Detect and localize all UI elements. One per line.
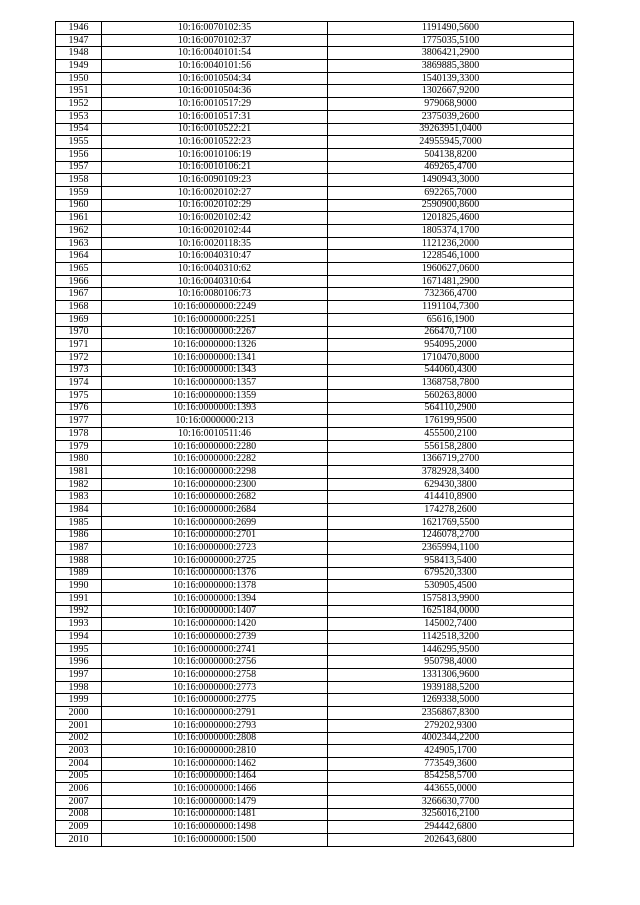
cadastral-number-cell: 10:16:0000000:1394: [102, 592, 328, 605]
cadastral-value-cell: 979068,9000: [328, 98, 574, 111]
cadastral-value-cell: 560263,8000: [328, 389, 574, 402]
cadastral-number-cell: 10:16:0070102:35: [102, 22, 328, 35]
cadastral-number-cell: 10:16:0000000:1462: [102, 757, 328, 770]
cadastral-value-cell: 530905,4500: [328, 580, 574, 593]
table-body: [56, 22, 574, 847]
cadastral-value-cell: 1671481,2900: [328, 275, 574, 288]
cadastral-number-cell: 10:16:0000000:2280: [102, 440, 328, 453]
cadastral-value-cell: 176199,9500: [328, 415, 574, 428]
cadastral-number-cell: 10:16:0000000:1479: [102, 795, 328, 808]
table-row: [56, 643, 574, 656]
table-row: [56, 415, 574, 428]
cadastral-value-cell: 1805374,1700: [328, 225, 574, 238]
table-row: [56, 770, 574, 783]
cadastral-number-cell: 10:16:0020102:44: [102, 225, 328, 238]
cadastral-number-cell: 10:16:0090109:23: [102, 174, 328, 187]
cadastral-number-cell: 10:16:0010106:21: [102, 161, 328, 174]
cadastral-value-cell: 732366,4700: [328, 288, 574, 301]
row-number-cell: 1948: [56, 47, 102, 60]
row-number-cell: 1959: [56, 186, 102, 199]
cadastral-number-cell: 10:16:0040310:64: [102, 275, 328, 288]
table-row: [56, 148, 574, 161]
table-row: [56, 453, 574, 466]
cadastral-number-cell: 10:16:0010517:31: [102, 110, 328, 123]
cadastral-value-cell: 1191490,5600: [328, 22, 574, 35]
row-number-cell: 2007: [56, 795, 102, 808]
table-row: [56, 72, 574, 85]
cadastral-number-cell: 10:16:0040310:47: [102, 250, 328, 263]
cadastral-number-cell: 10:16:0000000:2300: [102, 478, 328, 491]
cadastral-value-cell: 1775035,5100: [328, 34, 574, 47]
table-row: [56, 631, 574, 644]
row-number-cell: 1996: [56, 656, 102, 669]
cadastral-number-cell: 10:16:0040310:62: [102, 263, 328, 276]
cadastral-value-cell: 679520,3300: [328, 567, 574, 580]
cadastral-value-cell: 1368758,7800: [328, 377, 574, 390]
cadastral-value-cell: 692265,7000: [328, 186, 574, 199]
cadastral-number-cell: 10:16:0000000:2756: [102, 656, 328, 669]
cadastral-value-cell: 65616,1900: [328, 313, 574, 326]
cadastral-number-cell: 10:16:0000000:1359: [102, 389, 328, 402]
table-row: [56, 339, 574, 352]
table-row: [56, 745, 574, 758]
table-row: [56, 351, 574, 364]
row-number-cell: 1971: [56, 339, 102, 352]
table-row: [56, 199, 574, 212]
cadastral-number-cell: 10:16:0010511:46: [102, 428, 328, 441]
cadastral-value-cell: 2365994,1100: [328, 542, 574, 555]
cadastral-number-cell: 10:16:0000000:1376: [102, 567, 328, 580]
table-row: [56, 47, 574, 60]
cadastral-number-cell: 10:16:0080106:73: [102, 288, 328, 301]
cadastral-number-cell: 10:16:0000000:1481: [102, 808, 328, 821]
cadastral-number-cell: 10:16:0010522:23: [102, 136, 328, 149]
table-row: [56, 580, 574, 593]
cadastral-value-cell: 145002,7400: [328, 618, 574, 631]
cadastral-number-cell: 10:16:0010517:29: [102, 98, 328, 111]
cadastral-value-cell: 1201825,4600: [328, 212, 574, 225]
table-row: [56, 136, 574, 149]
cadastral-value-cell: 629430,3800: [328, 478, 574, 491]
cadastral-value-cell: 455500,2100: [328, 428, 574, 441]
row-number-cell: 1990: [56, 580, 102, 593]
table-row: [56, 757, 574, 770]
table-row: [56, 225, 574, 238]
table-row: [56, 783, 574, 796]
cadastral-value-cell: 504138,8200: [328, 148, 574, 161]
table-row: [56, 123, 574, 136]
table-row: [56, 834, 574, 847]
cadastral-value-cell: 3266630,7700: [328, 795, 574, 808]
cadastral-number-cell: 10:16:0010504:36: [102, 85, 328, 98]
cadastral-number-cell: 10:16:0000000:1343: [102, 364, 328, 377]
row-number-cell: 1970: [56, 326, 102, 339]
cadastral-number-cell: 10:16:0000000:2791: [102, 707, 328, 720]
row-number-cell: 1978: [56, 428, 102, 441]
cadastral-value-cell: 556158,2800: [328, 440, 574, 453]
row-number-cell: 1974: [56, 377, 102, 390]
cadastral-number-cell: 10:16:0000000:2701: [102, 529, 328, 542]
row-number-cell: 1980: [56, 453, 102, 466]
cadastral-number-cell: 10:16:0000000:1420: [102, 618, 328, 631]
cadastral-value-cell: 3806421,2900: [328, 47, 574, 60]
cadastral-number-cell: 10:16:0000000:1393: [102, 402, 328, 415]
cadastral-value-cell: 1142518,3200: [328, 631, 574, 644]
cadastral-number-cell: 10:16:0010522:21: [102, 123, 328, 136]
cadastral-number-cell: 10:16:0000000:2723: [102, 542, 328, 555]
cadastral-value-cell: 443655,0000: [328, 783, 574, 796]
table-row: [56, 681, 574, 694]
table-row: [56, 554, 574, 567]
cadastral-number-cell: 10:16:0000000:1407: [102, 605, 328, 618]
cadastral-value-cell: 294442,6800: [328, 821, 574, 834]
cadastral-value-cell: 424905,1700: [328, 745, 574, 758]
cadastral-value-cell: 3782928,3400: [328, 466, 574, 479]
cadastral-value-cell: 24955945,7000: [328, 136, 574, 149]
row-number-cell: 1966: [56, 275, 102, 288]
cadastral-number-cell: 10:16:0000000:2758: [102, 669, 328, 682]
cadastral-number-cell: 10:16:0000000:2251: [102, 313, 328, 326]
cadastral-value-cell: 854258,5700: [328, 770, 574, 783]
row-number-cell: 1954: [56, 123, 102, 136]
table-row: [56, 212, 574, 225]
cadastral-number-cell: 10:16:0000000:2267: [102, 326, 328, 339]
table-row: [56, 250, 574, 263]
cadastral-value-cell: 3869885,3800: [328, 60, 574, 73]
cadastral-number-cell: 10:16:0000000:2298: [102, 466, 328, 479]
cadastral-value-cell: 174278,2600: [328, 504, 574, 517]
cadastral-number-cell: 10:16:0020118:35: [102, 237, 328, 250]
row-number-cell: 1946: [56, 22, 102, 35]
cadastral-number-cell: 10:16:0020102:42: [102, 212, 328, 225]
cadastral-number-cell: 10:16:0000000:213: [102, 415, 328, 428]
row-number-cell: 1958: [56, 174, 102, 187]
row-number-cell: 1983: [56, 491, 102, 504]
row-number-cell: 1985: [56, 516, 102, 529]
table-row: [56, 98, 574, 111]
table-row: [56, 275, 574, 288]
row-number-cell: 1957: [56, 161, 102, 174]
cadastral-number-cell: 10:16:0040101:56: [102, 60, 328, 73]
row-number-cell: 1984: [56, 504, 102, 517]
cadastral-value-cell: 1366719,2700: [328, 453, 574, 466]
table-row: [56, 529, 574, 542]
table-row: [56, 732, 574, 745]
cadastral-number-cell: 10:16:0000000:2810: [102, 745, 328, 758]
cadastral-value-cell: 266470,7100: [328, 326, 574, 339]
table-row: [56, 174, 574, 187]
row-number-cell: 1991: [56, 592, 102, 605]
cadastral-value-cell: 1540139,3300: [328, 72, 574, 85]
cadastral-value-cell: 414410,8900: [328, 491, 574, 504]
row-number-cell: 1999: [56, 694, 102, 707]
cadastral-number-cell: 10:16:0000000:1341: [102, 351, 328, 364]
row-number-cell: 1968: [56, 301, 102, 314]
table-row: [56, 478, 574, 491]
row-number-cell: 1975: [56, 389, 102, 402]
cadastral-value-cell: 950798,4000: [328, 656, 574, 669]
cadastral-value-cell: 469265,4700: [328, 161, 574, 174]
cadastral-number-cell: 10:16:0000000:1378: [102, 580, 328, 593]
row-number-cell: 1972: [56, 351, 102, 364]
row-number-cell: 1995: [56, 643, 102, 656]
cadastral-value-cell: 2356867,8300: [328, 707, 574, 720]
row-number-cell: 2006: [56, 783, 102, 796]
cadastral-value-cell: 1121236,2000: [328, 237, 574, 250]
cadastral-number-cell: 10:16:0000000:2282: [102, 453, 328, 466]
row-number-cell: 2008: [56, 808, 102, 821]
cadastral-value-cell: 773549,3600: [328, 757, 574, 770]
cadastral-number-cell: 10:16:0000000:2739: [102, 631, 328, 644]
table-row: [56, 389, 574, 402]
cadastral-value-cell: 1228546,1000: [328, 250, 574, 263]
row-number-cell: 1956: [56, 148, 102, 161]
row-number-cell: 1961: [56, 212, 102, 225]
cadastral-number-cell: 10:16:0000000:1498: [102, 821, 328, 834]
table-row: [56, 288, 574, 301]
row-number-cell: 1947: [56, 34, 102, 47]
cadastral-value-cell: 1331306,9600: [328, 669, 574, 682]
cadastral-number-cell: 10:16:0000000:2741: [102, 643, 328, 656]
row-number-cell: 1955: [56, 136, 102, 149]
cadastral-number-cell: 10:16:0070102:37: [102, 34, 328, 47]
cadastral-number-cell: 10:16:0040101:54: [102, 47, 328, 60]
cadastral-number-cell: 10:16:0000000:2249: [102, 301, 328, 314]
row-number-cell: 1992: [56, 605, 102, 618]
row-number-cell: 1977: [56, 415, 102, 428]
cadastral-number-cell: 10:16:0000000:2684: [102, 504, 328, 517]
row-number-cell: 2009: [56, 821, 102, 834]
row-number-cell: 1969: [56, 313, 102, 326]
cadastral-value-cell: 564110,2900: [328, 402, 574, 415]
table-row: [56, 377, 574, 390]
row-number-cell: 1988: [56, 554, 102, 567]
table-row: [56, 263, 574, 276]
row-number-cell: 1993: [56, 618, 102, 631]
table-row: [56, 237, 574, 250]
row-number-cell: 1952: [56, 98, 102, 111]
row-number-cell: 1981: [56, 466, 102, 479]
table-row: [56, 85, 574, 98]
cadastral-value-table: [55, 21, 574, 847]
cadastral-number-cell: 10:16:0000000:2773: [102, 681, 328, 694]
row-number-cell: 1963: [56, 237, 102, 250]
table-row: [56, 186, 574, 199]
cadastral-value-cell: 279202,9300: [328, 719, 574, 732]
table-row: [56, 656, 574, 669]
cadastral-value-cell: 1621769,5500: [328, 516, 574, 529]
table-row: [56, 34, 574, 47]
cadastral-number-cell: 10:16:0000000:1326: [102, 339, 328, 352]
cadastral-value-cell: 1710470,8000: [328, 351, 574, 364]
table-row: [56, 707, 574, 720]
row-number-cell: 1986: [56, 529, 102, 542]
cadastral-number-cell: 10:16:0000000:1466: [102, 783, 328, 796]
cadastral-value-cell: 1960627,0600: [328, 263, 574, 276]
row-number-cell: 1979: [56, 440, 102, 453]
table-row: [56, 719, 574, 732]
cadastral-number-cell: 10:16:0010106:19: [102, 148, 328, 161]
row-number-cell: 1951: [56, 85, 102, 98]
cadastral-value-cell: 4002344,2200: [328, 732, 574, 745]
table-row: [56, 605, 574, 618]
cadastral-value-cell: 1246078,2700: [328, 529, 574, 542]
cadastral-number-cell: 10:16:0000000:2775: [102, 694, 328, 707]
table-row: [56, 542, 574, 555]
row-number-cell: 2000: [56, 707, 102, 720]
row-number-cell: 1994: [56, 631, 102, 644]
cadastral-number-cell: 10:16:0000000:1357: [102, 377, 328, 390]
table-row: [56, 567, 574, 580]
table-row: [56, 491, 574, 504]
cadastral-number-cell: 10:16:0010504:34: [102, 72, 328, 85]
row-number-cell: 1982: [56, 478, 102, 491]
cadastral-number-cell: 10:16:0000000:1464: [102, 770, 328, 783]
row-number-cell: 1976: [56, 402, 102, 415]
table-row: [56, 821, 574, 834]
row-number-cell: 1949: [56, 60, 102, 73]
cadastral-value-cell: 1191104,7300: [328, 301, 574, 314]
table-row: [56, 516, 574, 529]
cadastral-value-cell: 1939188,5200: [328, 681, 574, 694]
cadastral-number-cell: 10:16:0020102:29: [102, 199, 328, 212]
cadastral-value-cell: 2590900,8600: [328, 199, 574, 212]
table-row: [56, 402, 574, 415]
cadastral-value-cell: 202643,6800: [328, 834, 574, 847]
cadastral-number-cell: 10:16:0000000:2793: [102, 719, 328, 732]
cadastral-value-cell: 1575813,9900: [328, 592, 574, 605]
cadastral-number-cell: 10:16:0000000:2808: [102, 732, 328, 745]
cadastral-value-cell: 958413,5400: [328, 554, 574, 567]
row-number-cell: 2010: [56, 834, 102, 847]
table-row: [56, 466, 574, 479]
cadastral-value-cell: 1302667,9200: [328, 85, 574, 98]
row-number-cell: 1964: [56, 250, 102, 263]
table-row: [56, 440, 574, 453]
row-number-cell: 1953: [56, 110, 102, 123]
cadastral-value-cell: 1446295,9500: [328, 643, 574, 656]
cadastral-value-cell: 39263951,0400: [328, 123, 574, 136]
cadastral-number-cell: 10:16:0000000:2682: [102, 491, 328, 504]
table-row: [56, 592, 574, 605]
row-number-cell: 2001: [56, 719, 102, 732]
table-row: [56, 313, 574, 326]
table-row: [56, 364, 574, 377]
table-row: [56, 326, 574, 339]
table-row: [56, 301, 574, 314]
cadastral-value-cell: 1490943,3000: [328, 174, 574, 187]
table-row: [56, 428, 574, 441]
row-number-cell: 2005: [56, 770, 102, 783]
table-row: [56, 22, 574, 35]
table-row: [56, 694, 574, 707]
table-row: [56, 161, 574, 174]
table-row: [56, 795, 574, 808]
row-number-cell: 1973: [56, 364, 102, 377]
cadastral-value-cell: 544060,4300: [328, 364, 574, 377]
row-number-cell: 1950: [56, 72, 102, 85]
row-number-cell: 1960: [56, 199, 102, 212]
table-row: [56, 669, 574, 682]
cadastral-value-cell: 1625184,0000: [328, 605, 574, 618]
row-number-cell: 1965: [56, 263, 102, 276]
row-number-cell: 1998: [56, 681, 102, 694]
cadastral-value-cell: 2375039,2600: [328, 110, 574, 123]
table-row: [56, 808, 574, 821]
row-number-cell: 2003: [56, 745, 102, 758]
cadastral-value-cell: 954095,2000: [328, 339, 574, 352]
cadastral-number-cell: 10:16:0000000:1500: [102, 834, 328, 847]
table-row: [56, 110, 574, 123]
row-number-cell: 1962: [56, 225, 102, 238]
row-number-cell: 1967: [56, 288, 102, 301]
table-row: [56, 504, 574, 517]
cadastral-number-cell: 10:16:0000000:2699: [102, 516, 328, 529]
row-number-cell: 2002: [56, 732, 102, 745]
cadastral-value-cell: 3256016,2100: [328, 808, 574, 821]
row-number-cell: 1987: [56, 542, 102, 555]
cadastral-value-cell: 1269338,5000: [328, 694, 574, 707]
row-number-cell: 1989: [56, 567, 102, 580]
row-number-cell: 1997: [56, 669, 102, 682]
cadastral-number-cell: 10:16:0020102:27: [102, 186, 328, 199]
table-row: [56, 60, 574, 73]
row-number-cell: 2004: [56, 757, 102, 770]
cadastral-number-cell: 10:16:0000000:2725: [102, 554, 328, 567]
table-row: [56, 618, 574, 631]
